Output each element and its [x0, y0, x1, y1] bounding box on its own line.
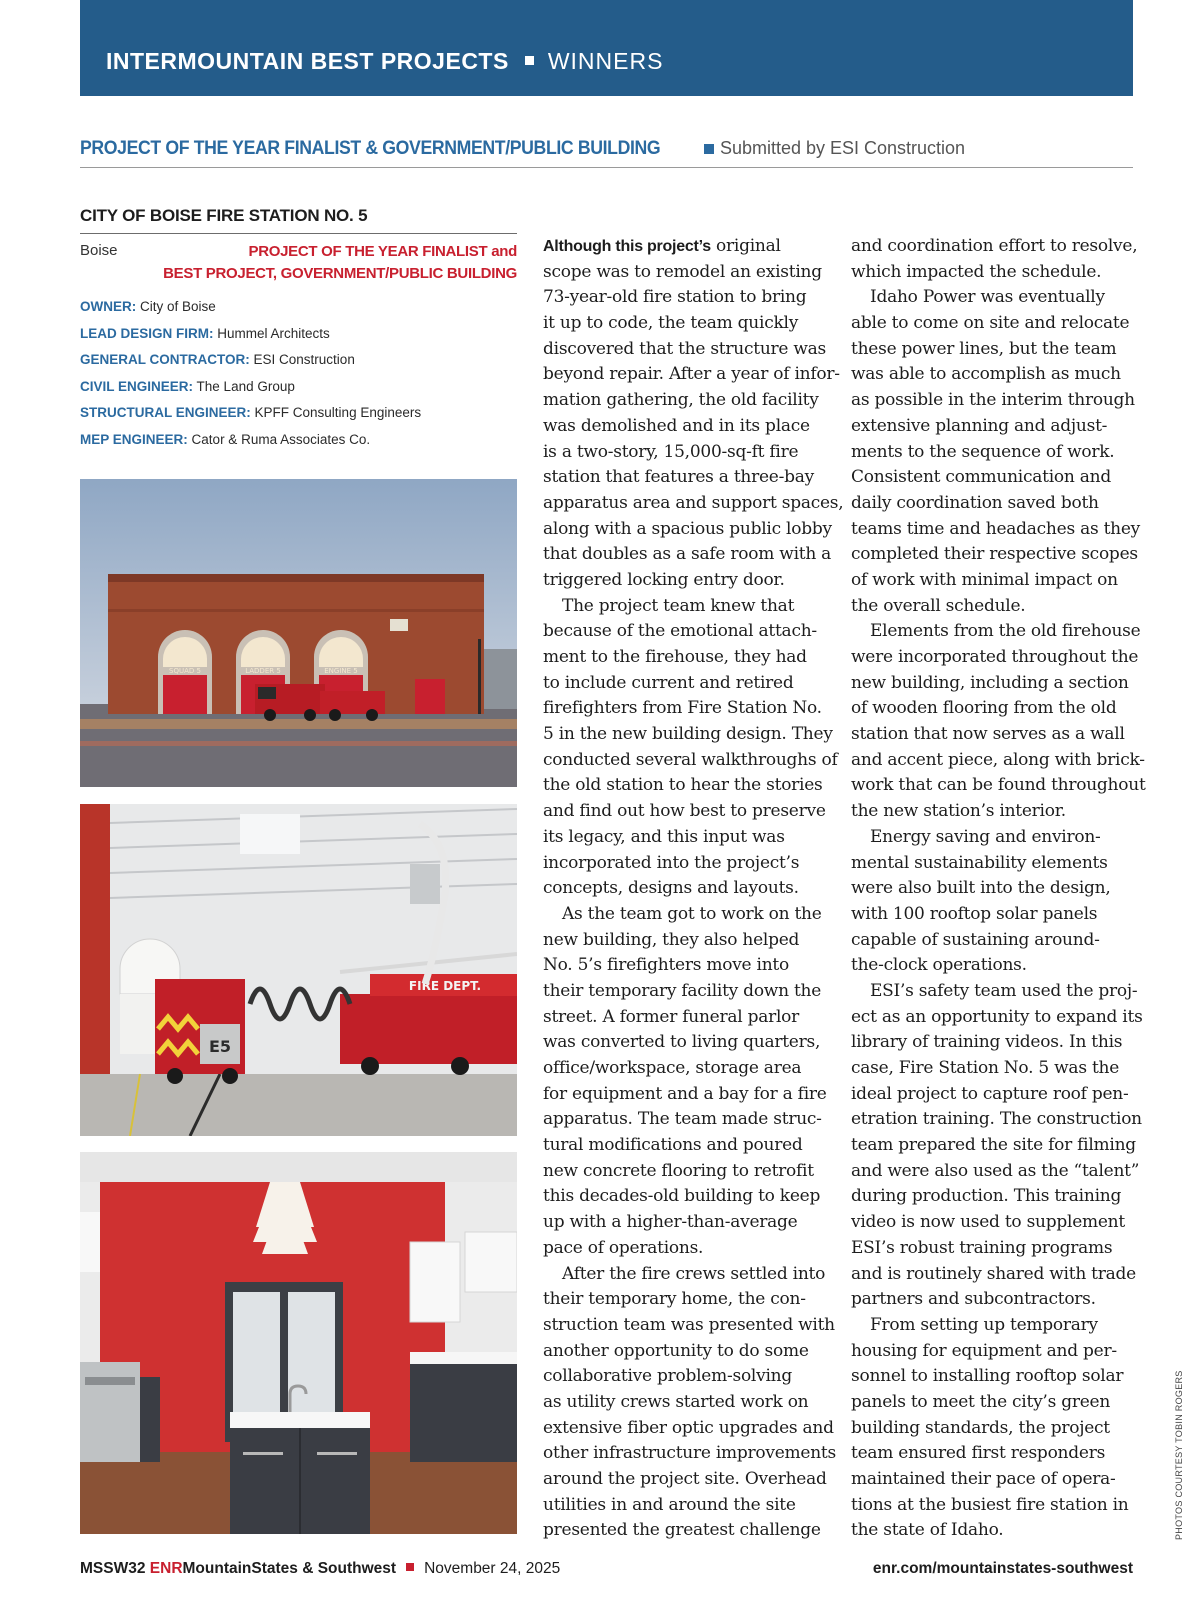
issue-date: November 24, 2025 [424, 1560, 561, 1577]
website-link[interactable]: enr.com/mountainstates-southwest [872, 1560, 1133, 1577]
article-line: was converted to living quarters, [543, 1032, 821, 1053]
article-line: pace of operations. [543, 1237, 704, 1258]
article-line: Consistent communication and [851, 467, 1111, 488]
truck-label: E5 [208, 1037, 232, 1056]
article-line: able to come on site and relocate [851, 313, 1130, 334]
credit-value: City of Boise [140, 299, 216, 314]
brand-logo: ENR [149, 1560, 183, 1577]
square-bullet-icon [704, 144, 714, 154]
award-label [157, 241, 517, 285]
award-line-2: BEST PROJECT, GOVERNMENT/PUBLIC BUILDING [163, 265, 517, 282]
article-line: Energy saving and environ- [870, 826, 1101, 847]
article-line: struction team was presented with [543, 1314, 835, 1335]
article-line: tions at the busiest fire station in [851, 1494, 1129, 1515]
article-line: capable of sustaining around- [851, 929, 1100, 950]
article-line: panels to meet the city’s green [851, 1391, 1111, 1412]
divider [80, 233, 517, 234]
credit-label: STRUCTURAL ENGINEER: [80, 405, 251, 420]
award-line-1: PROJECT OF THE YEAR FINALIST and [248, 243, 517, 260]
article-line: and accent piece, along with brick- [851, 749, 1145, 770]
article-line: which impacted the schedule. [851, 261, 1102, 282]
photo-credit: PHOTOS COURTESY TOBIN ROGERS [1174, 1370, 1184, 1540]
article-line: as possible in the interim through [851, 390, 1135, 411]
article-line: and find out how best to preserve [543, 801, 826, 822]
article-line: building standards, the project [851, 1417, 1110, 1438]
article-line: extensive fiber optic upgrades and [543, 1417, 834, 1438]
article-line: ESI’s safety team used the proj- [870, 980, 1138, 1001]
article-line: the state of Idaho. [851, 1520, 1004, 1541]
article-line: ment to the firehouse, they had [543, 647, 807, 667]
credit-value: KPFF Consulting Engineers [254, 405, 422, 420]
article-line: apparatus area and support spaces, [543, 492, 844, 513]
article-line: scope was to remodel an existing [543, 261, 822, 282]
credit-mep-engineer [80, 427, 421, 454]
credit-value: Hummel Architects [217, 325, 330, 341]
article-line: were incorporated throughout the [851, 647, 1139, 667]
article-line: concepts, designs and layouts. [543, 878, 799, 899]
category-header [80, 138, 1133, 168]
article-line: housing for equipment and per- [851, 1340, 1117, 1361]
article-line: apparatus. The team made struc- [543, 1109, 822, 1130]
credit-label: LEAD DESIGN FIRM: [80, 325, 214, 341]
credit-label: MEP ENGINEER: [80, 431, 188, 447]
credit-general-contractor [80, 347, 421, 374]
article-line: is a two-story, 15,000-sq-ft fire [543, 441, 799, 462]
article-line: collaborative problem-solving [543, 1366, 792, 1387]
project-credits [80, 294, 421, 453]
article-line: station that now serves as a wall [851, 724, 1125, 745]
banner-section: INTERMOUNTAIN BEST PROJECTS [106, 48, 509, 74]
page-footer [80, 1560, 1133, 1580]
article-line: 73-year-old fire station to bring [543, 287, 807, 308]
article-line: From setting up temporary [870, 1314, 1098, 1335]
credit-value: The Land Group [196, 378, 295, 394]
article-line: office/workspace, storage area [543, 1058, 802, 1078]
article-line: presented the greatest challenge [543, 1520, 821, 1541]
article-line: because of the emotional attach- [543, 621, 817, 642]
article-line: up with a higher-than-average [543, 1212, 798, 1233]
banner-subsection: WINNERS [547, 48, 664, 74]
article-line: mation gathering, the old facility [543, 390, 819, 411]
square-bullet-icon [525, 56, 534, 65]
article-line: for equipment and a bay for a fire [543, 1083, 827, 1104]
credit-label: CIVIL ENGINEER: [80, 378, 194, 394]
article-line: and were also used as the “talent” [851, 1160, 1140, 1181]
article-line: their temporary facility down the [543, 980, 822, 1001]
article-line: beyond repair. After a year of infor- [543, 364, 840, 385]
article-line: was able to accomplish as much [851, 364, 1121, 385]
apparatus-bay-photo [80, 804, 517, 1136]
article-line: with 100 rooftop solar panels [851, 903, 1098, 924]
article-line: that doubles as a safe room with a [543, 544, 832, 565]
article-line: conducted several walkthroughs of [543, 749, 838, 770]
article-line: were also built into the design, [851, 878, 1111, 899]
exterior-photo [80, 479, 517, 787]
article-line: incorporated into the project’s [543, 852, 800, 873]
article-line: etration training. The construction [851, 1109, 1142, 1130]
article-line: it up to code, the team quickly [543, 313, 799, 334]
sign-engine: ENGINE 5 [324, 667, 358, 675]
credit-civil-engineer [80, 374, 421, 401]
article-line: No. 5’s firefighters move into [543, 955, 789, 976]
article-line: and is routinely shared with trade [851, 1263, 1136, 1284]
project-location: Boise [80, 242, 118, 259]
article-line: to include current and retired [543, 672, 794, 693]
article-line: firefighters from Fire Station No. [543, 698, 822, 719]
article-line: video is now used to supplement [851, 1212, 1125, 1233]
article-line: completed their respective scopes [851, 544, 1138, 565]
article-line: its legacy, and this input was [543, 826, 785, 847]
submitted-by: Submitted by ESI Construction [719, 138, 966, 158]
credit-label: GENERAL CONTRACTOR: [80, 352, 250, 367]
square-bullet-icon [406, 1563, 414, 1571]
article-line: the old station to hear the stories [543, 775, 823, 796]
article-line: the-clock operations. [851, 955, 1027, 976]
article-line: station that features a three-bay [543, 467, 814, 488]
article-line: during production. This training [851, 1186, 1122, 1207]
article-line [543, 234, 831, 260]
article-line: As the team got to work on the [562, 903, 822, 924]
article-column-2 [851, 234, 1146, 1544]
article-line: triggered locking entry door. [543, 569, 785, 590]
article-line: the overall schedule. [851, 595, 1026, 616]
article-line: other infrastructure improvements [543, 1443, 836, 1464]
credit-value: Cator & Ruma Associates Co. [191, 431, 371, 447]
article-line: sonnel to installing rooftop solar [851, 1366, 1124, 1387]
category-title: PROJECT OF THE YEAR FINALIST & GOVERNMENT/PUBLIC BUILDING [80, 138, 661, 159]
article-line: utilities in and around the site [543, 1494, 796, 1515]
article-line: around the project site. Overhead [543, 1469, 827, 1489]
kitchen-photo [80, 1152, 517, 1534]
truck-text: FIRE DEPT. [408, 979, 482, 993]
article-line: new building, they also helped [543, 929, 800, 950]
article-line: street. A former funeral parlor [543, 1006, 800, 1027]
credit-structural-engineer [80, 400, 421, 427]
credit-design-firm [80, 321, 421, 348]
article-line: this decades-old building to keep [543, 1186, 821, 1207]
credit-value: ESI Construction [253, 352, 355, 367]
article-line: of wooden flooring from the old [851, 698, 1117, 719]
article-line: 5 in the new building design. They [543, 724, 833, 745]
article-line: discovered that the structure was [543, 338, 827, 359]
article-line: new concrete flooring to retrofit [543, 1160, 814, 1181]
article-line: of work with minimal impact on [851, 569, 1118, 590]
article-line: daily coordination saved both [851, 492, 1099, 513]
article-line: Elements from the old firehouse [870, 621, 1141, 642]
article-line: partners and subcontractors. [851, 1289, 1096, 1310]
banner-text [106, 48, 663, 75]
article-line: mental sustainability elements [851, 852, 1108, 873]
article-line: team ensured first responders [851, 1443, 1106, 1464]
article-line: maintained their pace of opera- [851, 1469, 1116, 1489]
article-line: teams time and headaches as they [851, 518, 1141, 539]
article-line: team prepared the site for filming [851, 1135, 1136, 1156]
article-line: work that can be found throughout [851, 775, 1146, 796]
project-title: CITY OF BOISE FIRE STATION NO. 5 [80, 206, 368, 225]
publication-name: MountainStates & Southwest [182, 1560, 397, 1577]
folio: MSSW32 [80, 1560, 146, 1577]
article-lead-in: Although this project’s [543, 238, 711, 255]
article-line: along with a spacious public lobby [543, 518, 832, 539]
article-line: After the fire crews settled into [562, 1263, 826, 1284]
article-line: case, Fire Station No. 5 was the [851, 1058, 1120, 1078]
article-line: library of training videos. In this [851, 1032, 1123, 1053]
credit-label: OWNER: [80, 299, 137, 314]
article-column-1 [543, 234, 844, 1544]
section-banner [80, 0, 1133, 96]
article-line: new building, including a section [851, 672, 1129, 693]
article-line: ESI’s robust training programs [851, 1237, 1113, 1258]
credit-owner [80, 294, 421, 321]
article-line: the new station’s interior. [851, 801, 1066, 822]
article-line: and coordination effort to resolve, [851, 236, 1138, 256]
article-line: as utility crews started work on [543, 1391, 809, 1412]
article-line: their temporary home, the con- [543, 1289, 806, 1310]
article-line: ect as an opportunity to expand its [851, 1006, 1143, 1027]
article-line: extensive planning and adjust- [851, 415, 1108, 436]
article-line: ideal project to capture roof pen- [851, 1083, 1129, 1104]
article-line: ments to the sequence of work. [851, 441, 1115, 462]
article-line: another opportunity to do some [543, 1340, 809, 1361]
sign-squad: SQUAD 5 [169, 667, 201, 675]
sign-ladder: LADDER 5 [245, 667, 281, 675]
article-text: original [710, 236, 781, 256]
article-line: The project team knew that [562, 595, 795, 616]
article-line: tural modifications and poured [543, 1135, 803, 1156]
article-line: Idaho Power was eventually [870, 287, 1105, 308]
article-line: these power lines, but the team [851, 338, 1117, 359]
article-line: was demolished and in its place [543, 415, 810, 436]
